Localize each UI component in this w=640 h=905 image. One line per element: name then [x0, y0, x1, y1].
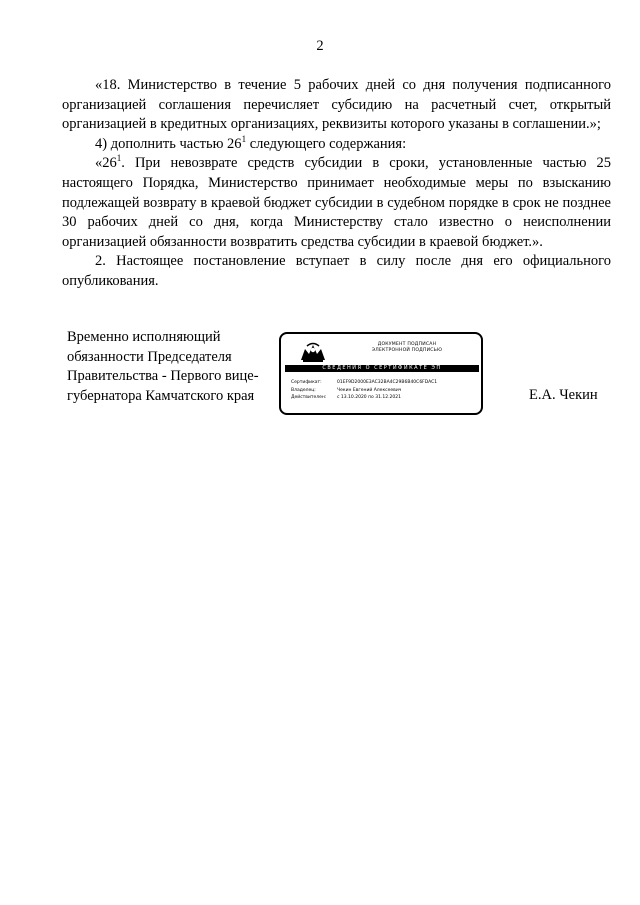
signatory-position — [67, 328, 272, 406]
signer-name: Е.А. Чекин — [529, 387, 598, 403]
validity-label: Действителен: — [291, 395, 327, 401]
position-line: обязанности Председателя — [67, 348, 232, 365]
certificate-value: 01EF9D2000E3AC32BA4C29B6B40C6FDAC1 — [337, 380, 438, 385]
owner-value: Чекин Евгений Алексеевич — [337, 387, 402, 393]
validity-row — [291, 394, 477, 402]
superscript: 1 — [241, 133, 247, 144]
document-body — [62, 76, 611, 292]
stamp-header-line: ЭЛЕКТРОННОЙ ПОДПИСЬЮ — [371, 348, 443, 353]
paragraph-amendment-4 — [62, 135, 611, 155]
certificate-label: Сертификат: — [291, 380, 322, 385]
position-line: Правительства - Первого вице- — [67, 368, 259, 385]
amendment-4-text-end: следующего содержания: — [246, 135, 407, 152]
superscript: 1 — [116, 153, 122, 164]
paragraph-2: 2. Настоящее постановление вступает в силу после дня его официального опубликования. — [62, 253, 611, 289]
paragraph-26-1-text: . При невозврате средств субсидии в сроки, установленные частью 25 настоящего Порядка, Министерство принимает необходимые меры по взысканию подлежащей возврату в краевой бюджет субсидии в судебном порядке в срок не позднее 30 рабочих дней со дня, когда Министерству стало известно о неисполнении организацией обязанности возвратить средства субсидии в краевой бюджет.». — [62, 155, 611, 250]
certificate-info-bar: СВЕДЕНИЯ О СЕРТИФИКАТЕ ЭП — [285, 365, 479, 372]
page-number: 2 — [316, 38, 324, 54]
certificate-details — [291, 379, 477, 402]
validity-value: с 13.10.2020 по 31.12.2021 — [337, 395, 401, 401]
paragraph-26-1-start: «26 — [95, 155, 117, 172]
paragraph-26-1 — [62, 154, 611, 252]
stamp-header-line: ДОКУМЕНТ ПОДПИСАН — [377, 342, 437, 347]
electronic-signature-stamp — [279, 332, 483, 415]
amendment-4-text: 4) дополнить частью 26 — [95, 135, 242, 152]
position-line: губернатора Камчатского края — [67, 387, 255, 404]
owner-row — [291, 387, 477, 395]
stamp-header — [337, 342, 477, 354]
coat-of-arms-icon — [299, 340, 327, 364]
position-line: Временно исполняющий — [67, 329, 221, 345]
owner-label: Владелец: — [291, 387, 316, 393]
certificate-row — [291, 379, 477, 387]
paragraph-18: «18. Министерство в течение 5 рабочих дней со дня получения подписанного организацией соглашения перечисляет субсидию на расчетный счет, открытый организацией в кредитных организациях, реквизиты которого указаны в соглашении.»; — [62, 77, 611, 133]
